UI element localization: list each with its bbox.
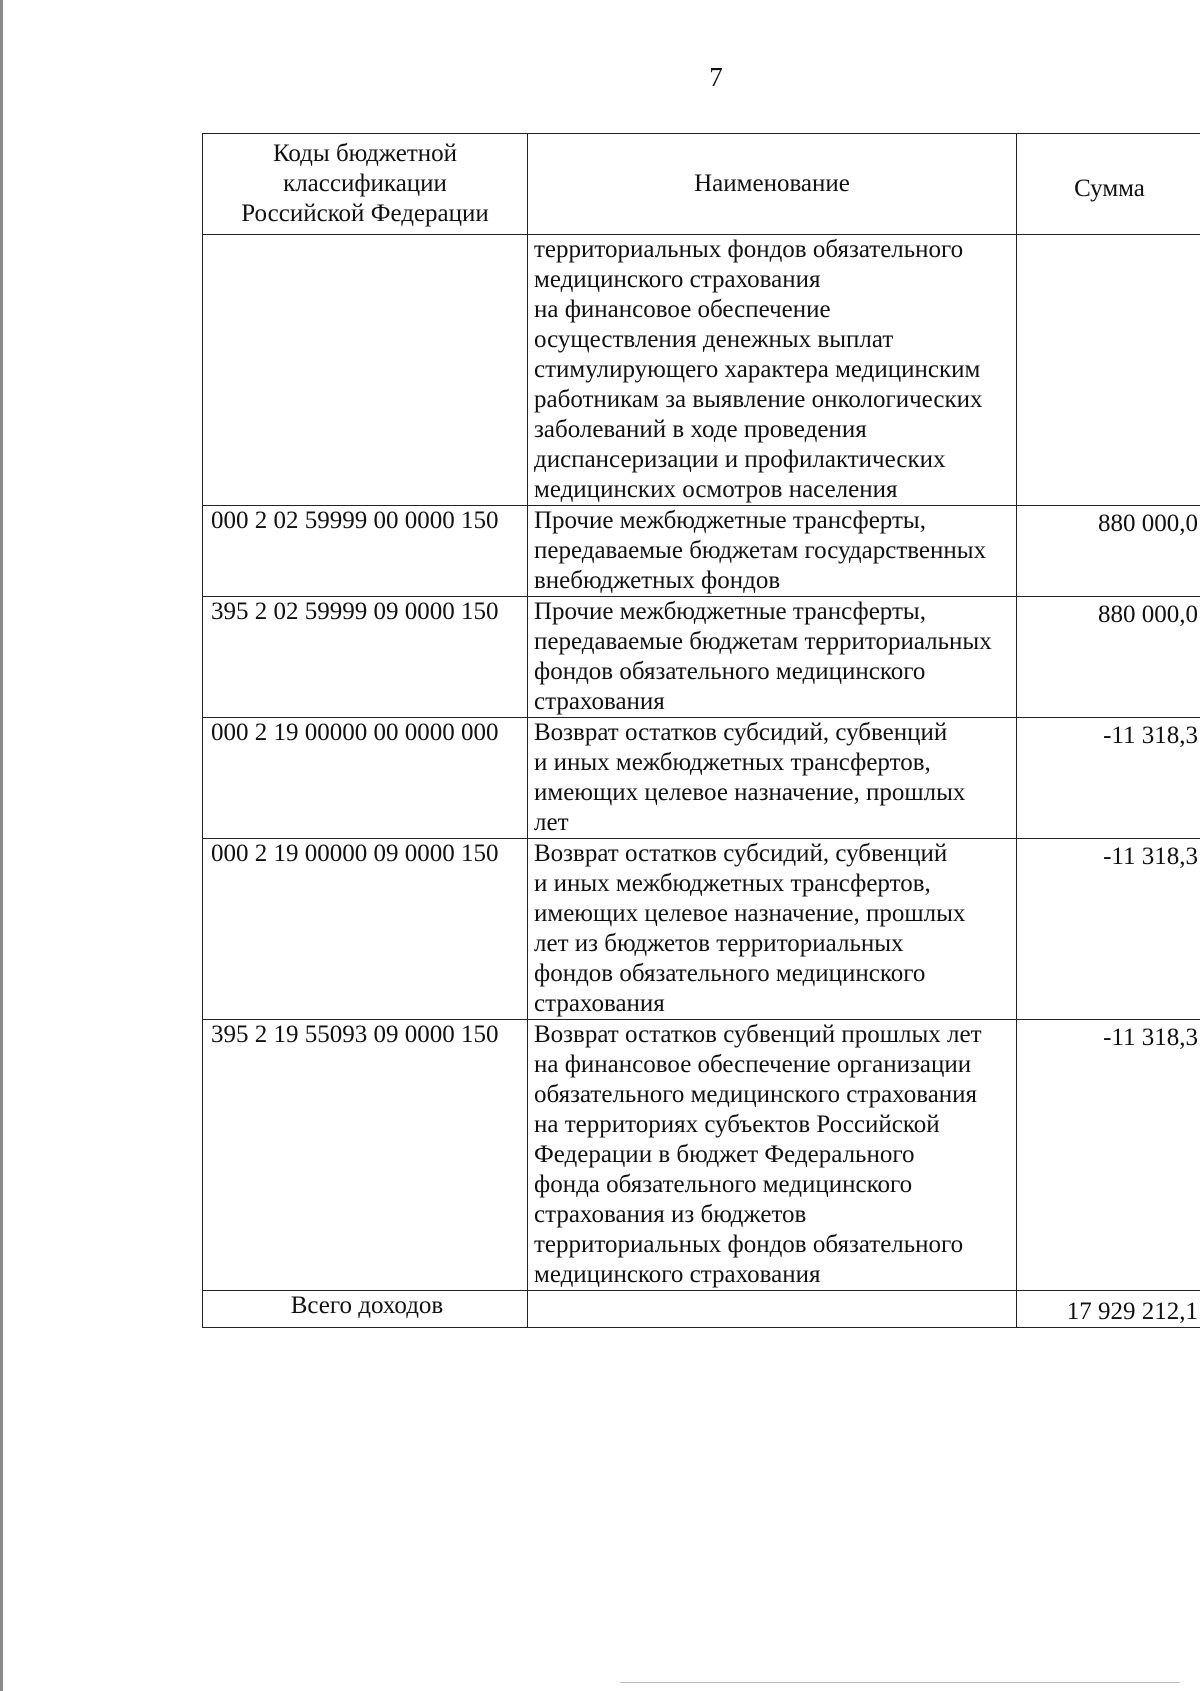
scan-edge-shadow xyxy=(0,0,3,1691)
row-name-line: медицинского страхования xyxy=(534,266,821,293)
table-row xyxy=(203,839,1200,1020)
row-name-line: лет xyxy=(534,809,569,836)
row-sum: -11 318,3 xyxy=(1017,839,1200,1020)
row-name-line: фондов обязательного медицинского xyxy=(534,960,926,987)
row-name xyxy=(528,1020,1017,1291)
row-name-line: обязательного медицинского страхования xyxy=(534,1081,978,1108)
row-code: 000 2 02 59999 00 0000 150 xyxy=(203,506,528,597)
row-name xyxy=(528,839,1017,1020)
row-name-line: осуществления денежных выплат xyxy=(534,326,894,353)
row-name-line: медицинских осмотров населения xyxy=(534,476,898,503)
header-code-line: Коды бюджетной xyxy=(272,140,458,167)
row-name-line: диспансеризации и профилактических xyxy=(534,446,946,473)
row-name-line: фонда обязательного медицинского xyxy=(534,1171,913,1198)
row-name-line: Возврат остатков субвенций прошлых лет xyxy=(534,1021,982,1048)
total-label: Всего доходов xyxy=(203,1291,528,1328)
total-sum: 17 929 212,1 xyxy=(1017,1291,1200,1328)
table-header-row xyxy=(203,134,1200,235)
row-name-line: стимулирующего характера медицинским xyxy=(534,356,981,383)
row-name-line: работникам за выявление онкологических xyxy=(534,386,983,413)
row-name xyxy=(528,506,1017,597)
table-row xyxy=(203,718,1200,839)
row-name-line: и иных межбюджетных трансфертов, xyxy=(534,870,931,897)
row-name xyxy=(528,235,1017,506)
row-sum: -11 318,3 xyxy=(1017,718,1200,839)
header-code xyxy=(203,134,528,235)
row-name-line: Прочие межбюджетные трансферты, xyxy=(534,598,926,625)
row-sum: 880 000,0 xyxy=(1017,597,1200,718)
row-name-line: заболеваний в ходе проведения xyxy=(534,416,867,443)
budget-revenue-table xyxy=(202,133,1200,1328)
row-code xyxy=(203,235,528,506)
row-code: 000 2 19 00000 00 0000 000 xyxy=(203,718,528,839)
header-code-line: Российской Федерации xyxy=(241,200,489,227)
row-name-line: Возврат остатков субсидий, субвенций xyxy=(534,840,948,867)
row-name-line: и иных межбюджетных трансфертов, xyxy=(534,749,931,776)
row-name-line: территориальных фондов обязательного xyxy=(534,236,964,263)
header-name: Наименование xyxy=(528,134,1017,235)
row-name-line: медицинского страхования xyxy=(534,1261,821,1288)
row-code: 000 2 19 00000 09 0000 150 xyxy=(203,839,528,1020)
row-sum xyxy=(1017,235,1200,506)
table-row xyxy=(203,235,1200,506)
row-code: 395 2 02 59999 09 0000 150 xyxy=(203,597,528,718)
total-name-empty xyxy=(528,1291,1017,1328)
row-name-line: на территориях субъектов Российской xyxy=(534,1111,940,1138)
row-name-line: страхования xyxy=(534,688,665,715)
row-name-line: имеющих целевое назначение, прошлых xyxy=(534,779,966,806)
row-name-line: территориальных фондов обязательного xyxy=(534,1231,964,1258)
row-sum: -11 318,3 xyxy=(1017,1020,1200,1291)
row-name xyxy=(528,718,1017,839)
row-name-line: лет из бюджетов территориальных xyxy=(534,930,904,957)
table-row xyxy=(203,597,1200,718)
row-name-line: на финансовое обеспечение организации xyxy=(534,1051,972,1078)
row-name-line: Прочие межбюджетные трансферты, xyxy=(534,507,926,534)
row-name-line: страхования xyxy=(534,990,665,1017)
row-sum: 880 000,0 xyxy=(1017,506,1200,597)
row-code: 395 2 19 55093 09 0000 150 xyxy=(203,1020,528,1291)
table-row xyxy=(203,1020,1200,1291)
row-name xyxy=(528,597,1017,718)
row-name-line: Федерации в бюджет Федерального xyxy=(534,1141,915,1168)
page-number: 7 xyxy=(709,62,723,92)
row-name-line: внебюджетных фондов xyxy=(534,567,781,594)
row-name-line: на финансовое обеспечение xyxy=(534,296,831,323)
row-name-line: страхования из бюджетов xyxy=(534,1201,807,1228)
header-sum: Сумма xyxy=(1017,134,1200,235)
row-name-line: фондов обязательного медицинского xyxy=(534,658,926,685)
row-name-line: передаваемые бюджетам государственных xyxy=(534,537,987,564)
table-row xyxy=(203,506,1200,597)
scan-bottom-line xyxy=(620,1682,1180,1683)
header-code-line: классификации xyxy=(283,170,447,197)
row-name-line: передаваемые бюджетам территориальных xyxy=(534,628,992,655)
total-row xyxy=(203,1291,1200,1328)
row-name-line: Возврат остатков субсидий, субвенций xyxy=(534,719,948,746)
row-name-line: имеющих целевое назначение, прошлых xyxy=(534,900,966,927)
